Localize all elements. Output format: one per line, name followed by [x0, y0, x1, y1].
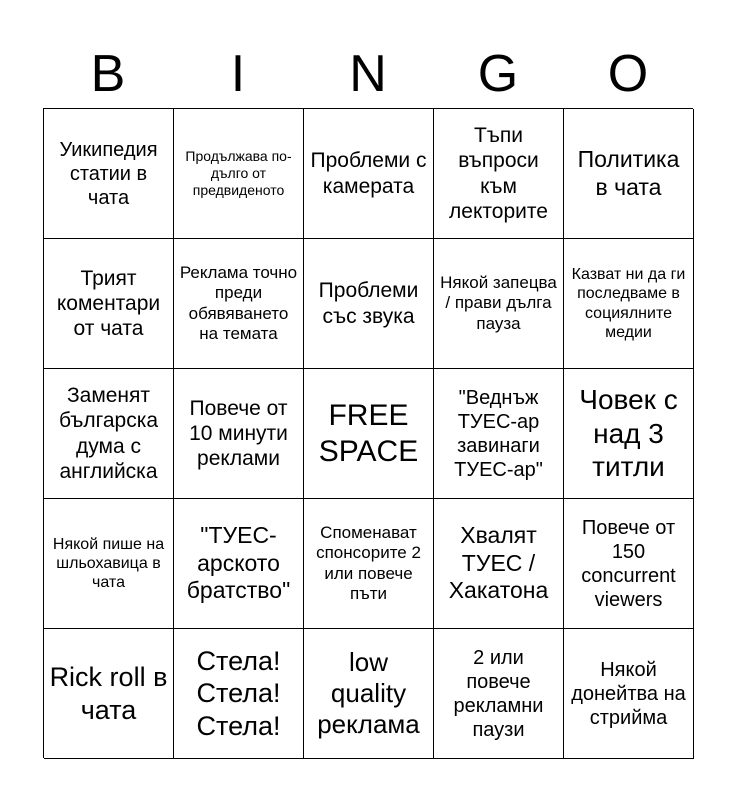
cell-text: Заменят българска дума с английска — [58, 384, 159, 483]
bingo-cell[interactable] — [564, 369, 694, 499]
bingo-cell[interactable] — [304, 499, 434, 629]
cell-text: 2 или повече рекламни паузи — [453, 646, 544, 741]
bingo-cell[interactable] — [174, 369, 304, 499]
bingo-cell[interactable] — [44, 629, 174, 759]
cell-text: Повече от 10 минути реклами — [189, 396, 288, 471]
header-letter-n: N — [349, 45, 387, 103]
cell-text: Реклама точно преди обявяването на темата — [179, 262, 298, 343]
bingo-header — [43, 40, 693, 108]
bingo-cell[interactable] — [44, 499, 174, 629]
bingo-cell[interactable] — [174, 239, 304, 369]
cell-text: Някой донейтва на стрийма — [571, 658, 686, 729]
cell-text: Продължава по-дълго от предвиденото — [185, 148, 292, 198]
cell-text: Rick roll в чата — [49, 662, 168, 725]
bingo-cell[interactable] — [434, 499, 564, 629]
cell-text: Споменават спонсорите 2 или повече пъти — [316, 522, 421, 603]
cell-text: Повече от 150 concurrent viewers — [581, 516, 676, 611]
cell-text: "Веднъж ТУЕС-ар завинаги ТУЕС-ар" — [454, 386, 543, 481]
bingo-cell[interactable] — [304, 629, 434, 759]
cell-text: Някой пише на шльохавица в чата — [52, 535, 165, 592]
cell-text: Проблеми със звука — [318, 279, 419, 328]
bingo-cell[interactable] — [564, 629, 694, 759]
cell-text: Тъпи въпроси към лекторите — [449, 124, 548, 223]
bingo-cell[interactable] — [304, 239, 434, 369]
bingo-cell[interactable] — [174, 629, 304, 759]
cell-text: Стела! Стела! Стела! — [196, 645, 281, 741]
cell-text: "ТУЕС-арското братство" — [186, 522, 291, 604]
bingo-cell[interactable] — [174, 499, 304, 629]
bingo-cell[interactable] — [434, 239, 564, 369]
bingo-cell[interactable] — [564, 109, 694, 239]
free-space-text: FREE SPACE — [318, 398, 419, 468]
bingo-cell[interactable] — [564, 239, 694, 369]
cell-text: Някой запецва / прави дълга пауза — [440, 272, 557, 333]
bingo-cell[interactable] — [44, 109, 174, 239]
bingo-cell[interactable] — [434, 629, 564, 759]
cell-text: Хвалят ТУЕС / Хакатона — [448, 522, 549, 604]
header-letter-g: G — [477, 45, 519, 103]
header-letter-o: O — [607, 45, 649, 103]
bingo-cell[interactable] — [304, 109, 434, 239]
bingo-cell[interactable] — [174, 109, 304, 239]
bingo-cell[interactable] — [564, 499, 694, 629]
cell-text: Казват ни да ги последваме в социялните медии — [571, 266, 686, 341]
cell-text: Трият коментари от чата — [56, 266, 161, 341]
bingo-cell[interactable] — [434, 109, 564, 239]
header-letter-i: I — [230, 45, 246, 103]
free-space-cell[interactable] — [304, 369, 434, 499]
cell-text: low quality реклама — [317, 646, 420, 740]
bingo-cell[interactable] — [434, 369, 564, 499]
bingo-cell[interactable] — [44, 369, 174, 499]
bingo-cell[interactable] — [44, 239, 174, 369]
cell-text: Политика в чата — [577, 145, 680, 200]
cell-text: Уикипедия статии в чата — [59, 138, 158, 209]
header-letter-b: B — [90, 45, 126, 103]
cell-text: Човек с над 3 титли — [579, 384, 678, 483]
bingo-grid — [43, 108, 693, 758]
cell-text: Проблеми с камерата — [310, 149, 427, 198]
